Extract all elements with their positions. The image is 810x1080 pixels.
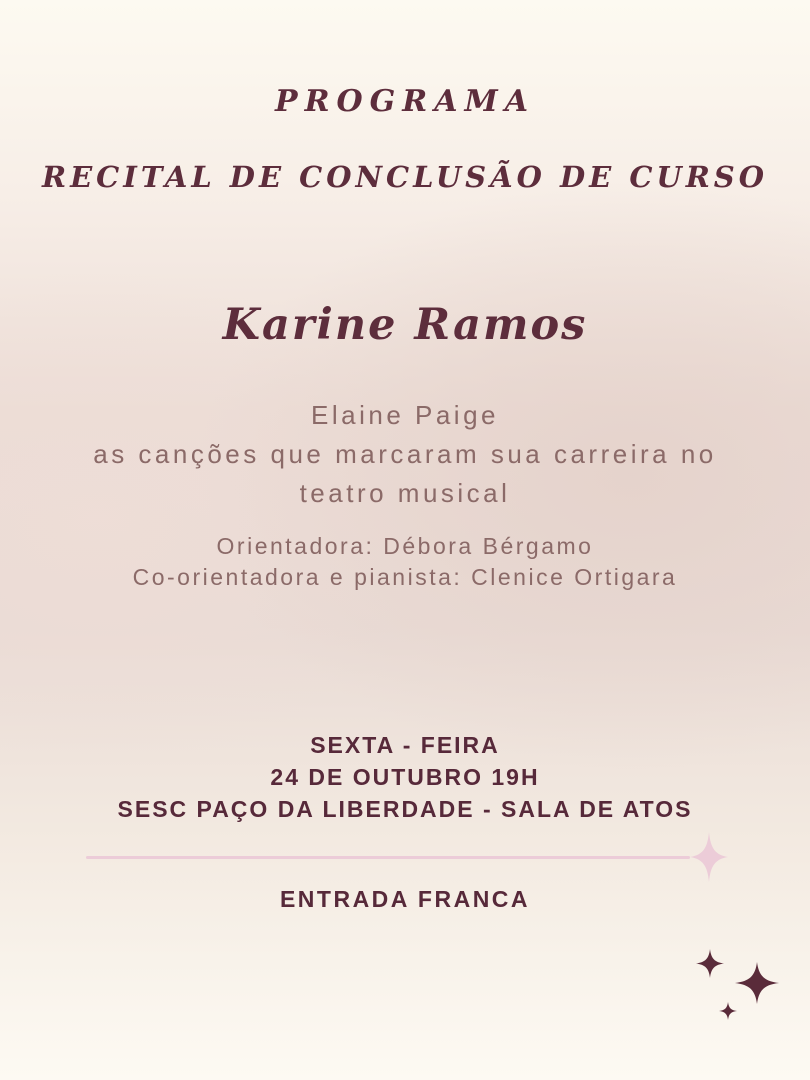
corner-sparkles-group [690,945,790,1030]
sparkle-icon [696,949,724,978]
event-day: SEXTA - FEIRA [310,732,500,758]
recital-theme [0,396,810,513]
advisor-credit: Orientadora: Débora Bérgamo [216,533,594,559]
admission-note: ENTRADA FRANCA [279,886,531,912]
theme-subtitle-line1: as canções que marcaram sua carreira no [93,439,717,469]
credits-block [0,531,810,593]
program-kicker: PROGRAMA [275,84,535,119]
event-venue: SESC PAÇO DA LIBERDADE - SALA DE ATOS [117,796,693,822]
sparkle-icon [735,962,779,1004]
event-date-time: 24 DE OUTUBRO 19H [270,764,540,790]
theme-subtitle-line2: teatro musical [299,478,511,508]
theme-artist: Elaine Paige [311,400,499,430]
event-details-block [0,729,810,825]
divider-line [86,856,690,859]
sparkle-icon [719,1002,737,1020]
poster-title: RECITAL DE CONCLUSÃO DE CURSO [41,160,769,194]
co-advisor-credit: Co-orientadora e pianista: Clenice Ortigara [132,564,678,590]
performer-name: Karine Ramos [222,300,588,350]
sparkle-icon [690,832,728,882]
